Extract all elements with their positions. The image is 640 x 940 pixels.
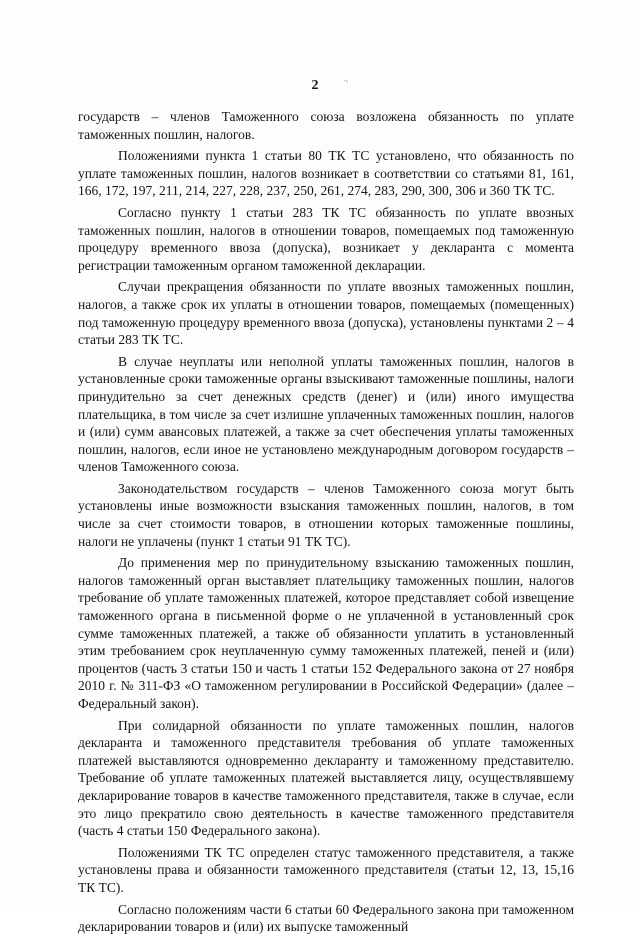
document-body — [78, 108, 574, 940]
paragraph-payment-demand: До применения мер по принудительному взысканию таможенных пошлин, налогов таможенный орган выставляет плательщику таможенных пошлин, налогов требование об уплате таможенных платежей, которое представляет собой извещение таможенного органа в письменной форме о не уплаченной в установленный срок сумме таможенных платежей, а также об обязанности уплатить в установленный этим требованием срок неуплаченную сумму таможенных платежей, пеней и (или) процентов (часть 3 статьи 150 и часть 1 статьи 152 Федерального закона от 27 ноября 2010 г. № 311-ФЗ «О таможенном регулировании в Российской Федерации» (далее – Федеральный закон). — [78, 555, 574, 711]
paragraph-obligation-origin: Положениями пункта 1 статьи 80 ТК ТС установлено, что обязанность по уплате таможенных пошлин, налогов возникает в соответствии со статьями 81, 161, 166, 172, 197, 211, 214, 227, 228, 237, 250, 261, 274, 283, 290, 300, 306 и 360 ТК ТС. — [78, 148, 574, 199]
page-number: 2 — [311, 78, 319, 93]
paragraph-continuation: государств – членов Таможенного союза возложена обязанность по уплате таможенных пошлин, налогов. — [78, 109, 574, 142]
paragraph-termination-cases: Случаи прекращения обязанности по уплате ввозных таможенных пошлин, налогов, а также срок их уплаты в отношении товаров, помещаемых (помещенных) под таможенную процедуру временного ввоза (допуска), установлены пунктами 2 – 4 статьи 283 ТК ТС. — [78, 279, 574, 348]
paragraph-other-collection-means: Законодательством государств – членов Таможенного союза могут быть установлены иные возможности взыскания таможенных пошлин, налогов, в том числе за счет стоимости товаров, в отношении которых таможенные пошлины, налоги не уплачены (пункт 1 статьи 91 ТК ТС). — [78, 480, 574, 549]
paragraph-representative-status: Положениями ТК ТС определен статус таможенного представителя, а также установлены права и обязанности таможенного представителя (статьи 12, 13, 15,16 ТК ТС). — [78, 844, 574, 895]
paragraph-joint-obligation: При солидарной обязанности по уплате таможенных пошлин, налогов декларанта и таможенного представителя требования об уплате таможенных платежей выставляются одновременно декларанту и таможенному представителю. Требование об уплате таможенных платежей выставляется лицу, осуществлявшему декларирование товаров в качестве таможенного представителя, также в случае, если это лицо прекратило свою деятельность в качестве таможенного представителя (часть 4 статьи 150 Федерального закона). — [78, 717, 574, 839]
paragraph-federal-law-part6: Согласно положениям части 6 статьи 60 Федерального закона при таможенном декларировании товаров и (или) их выпуске таможенный — [78, 901, 574, 935]
scan-mark: ´’ — [343, 79, 349, 88]
paragraph-temporary-import: Согласно пункту 1 статьи 283 ТК ТС обязанность по уплате ввозных таможенных пошлин, налогов в отношении товаров, помещаемых под таможенную процедуру временного ввоза (допуска), возникает у декларанта с момента регистрации таможенным органом таможенной декларации. — [78, 204, 574, 273]
paragraph-enforced-collection: В случае неуплаты или неполной уплаты таможенных пошлин, налогов в установленные сроки таможенные органы взыскивают таможенные пошлины, налоги принудительно за счет денежных средств (денег) и (или) иного имущества плательщика, в том числе за счет излишне уплаченных таможенных пошлин, налогов и (или) сумм авансовых платежей, а также за счет обеспечения уплаты таможенных пошлин, налогов, если иное не установлено международным договором государств – членов Таможенного союза. — [78, 353, 574, 475]
